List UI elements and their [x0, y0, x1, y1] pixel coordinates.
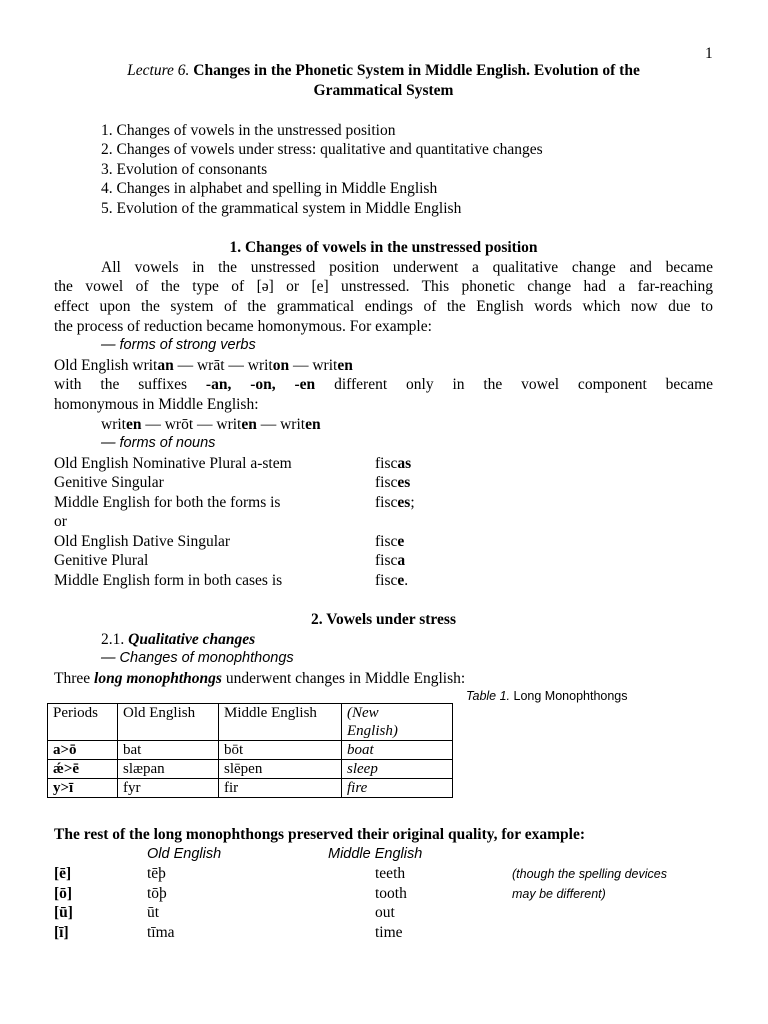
noun-row-form: fisces; [375, 494, 415, 511]
paragraph-line: All vowels in the unstressed position underwent a qualitative change and became [101, 259, 713, 276]
example-middle-english: tooth [375, 885, 407, 902]
section-2-heading: 2. Vowels under stress [311, 611, 456, 628]
noun-row-label: Middle English form in both cases is [54, 572, 283, 589]
rest-of-monophthongs-line: The rest of the long monophthongs preserved their original quality, for example: [54, 826, 586, 843]
table-cell: slēpen [219, 760, 342, 779]
table-row [48, 760, 453, 779]
table-row [48, 779, 453, 798]
example-sound: [ē] [54, 865, 72, 882]
table-cell: ǽ>ē [48, 760, 118, 779]
table-header-cell: Old English [118, 704, 219, 741]
subsection-heading: 2.1. Qualitative changes [101, 631, 256, 648]
outline-item: 5. Evolution of the grammatical system in Middle English [101, 200, 462, 217]
noun-row-form: fiscas [375, 455, 412, 472]
long-monophthongs-table [47, 703, 453, 798]
table-header-row [48, 704, 453, 741]
noun-row-label: Old English Dative Singular [54, 533, 231, 550]
table-cell: fir [219, 779, 342, 798]
paragraph-line: homonymous in Middle English: [54, 396, 259, 413]
section-1-heading: 1. Changes of vowels in the unstressed position [229, 239, 538, 256]
example-note: may be different) [512, 887, 606, 901]
outline-item: 2. Changes of vowels under stress: qualitative and quantitative changes [101, 141, 543, 158]
column-head-old-english: Old English [147, 846, 222, 862]
table-row [48, 741, 453, 760]
example-sound: [ō] [54, 885, 73, 902]
table-cell: a>ō [48, 741, 118, 760]
noun-row-label: or [54, 513, 67, 530]
table-cell: boat [342, 741, 453, 760]
noun-row-form: fisce. [375, 572, 409, 589]
table-caption: Table 1. Long Monophthongs [466, 689, 628, 703]
title-line-1: Changes in the Phonetic System in Middle English. Evolution of the [193, 62, 640, 79]
old-english-verb-forms: Old English writan — wrāt — writon — writen [54, 357, 353, 374]
changes-of-monophthongs-label: — Changes of monophthongs [101, 650, 294, 666]
example-old-english: tēþ [147, 865, 166, 882]
title-line-2: Grammatical System [313, 82, 454, 99]
outline-item: 1. Changes of vowels in the unstressed position [101, 122, 396, 139]
noun-row-form: fisces [375, 474, 411, 491]
example-sound: [ū] [54, 904, 73, 921]
outline-item: 4. Changes in alphabet and spelling in Middle English [101, 180, 438, 197]
table-cell: bat [118, 741, 219, 760]
table-header-cell: Middle English [219, 704, 342, 741]
noun-row-label: Genitive Plural [54, 552, 149, 569]
outline-item: 3. Evolution of consonants [101, 161, 268, 178]
page-number: 1 [705, 45, 713, 62]
noun-row-label: Genitive Singular [54, 474, 164, 491]
example-old-english: tīma [147, 924, 175, 941]
page-title [54, 61, 713, 80]
column-head-middle-english: Middle English [328, 846, 423, 862]
table-cell: fyr [118, 779, 219, 798]
noun-row-label: Old English Nominative Plural a-stem [54, 455, 292, 472]
table-cell: y>ī [48, 779, 118, 798]
example-old-english: tōþ [147, 885, 167, 902]
noun-row-form: fisca [375, 552, 406, 569]
table-cell: sleep [342, 760, 453, 779]
paragraph-line: the vowel of the type of [ə] or [e] unstressed. This phonetic change had a far-reaching [54, 278, 713, 295]
example-middle-english: out [375, 904, 395, 921]
noun-row-form: fisce [375, 533, 405, 550]
table-header-cell: Periods [48, 704, 118, 741]
noun-row-label: Middle English for both the forms is [54, 494, 281, 511]
suffixes-line: with the suffixes -an, -on, -en different only in the vowel component became [54, 376, 714, 393]
table-cell: slæpan [118, 760, 219, 779]
example-sound: [ī] [54, 924, 69, 941]
table-header-cell: (New English) [342, 704, 453, 741]
example-old-english: ūt [147, 904, 160, 921]
paragraph-line: the process of reduction became homonymous. For example: [54, 318, 432, 335]
paragraph-line: effect upon the system of the grammatical endings of the English words which now due to [54, 298, 713, 315]
forms-of-nouns-label: — forms of nouns [101, 435, 216, 451]
table-cell: bōt [219, 741, 342, 760]
forms-of-strong-verbs-label: — forms of strong verbs [101, 337, 256, 353]
table-cell: fire [342, 779, 453, 798]
example-note: (though the spelling devices [512, 867, 667, 881]
example-middle-english: teeth [375, 865, 406, 882]
example-middle-english: time [375, 924, 403, 941]
three-monophthongs-line: Three long monophthongs underwent changes in Middle English: [54, 670, 466, 687]
lecture-label: Lecture 6. [127, 62, 190, 79]
middle-english-verb-forms: writen — wrōt — writen — writen [101, 416, 321, 433]
